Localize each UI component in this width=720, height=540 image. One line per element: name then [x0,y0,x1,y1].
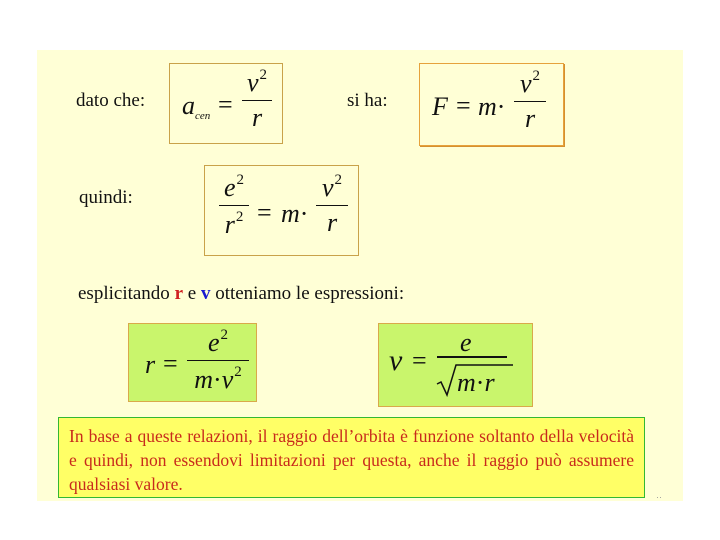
label-dato-che: dato che: [76,90,146,111]
formula-box-coulomb [204,165,359,256]
formula-acen-fraction: $v^2$ r [242,68,272,131]
label-esplicitando: esplicitando r e v otteniamo le espressioni: [78,283,405,304]
formula-box-radius [128,323,257,402]
formula-acen-eq: = [218,90,233,119]
formula-box-force [419,63,564,146]
formula-velocity-numerator: e [460,328,472,357]
label-quindi: quindi: [79,187,133,208]
formula-velocity-radicand: m·r [457,368,495,397]
formula-velocity-bar [437,356,507,358]
formula-box-acen [169,63,283,144]
formula-velocity-eq: = [412,346,427,375]
formula-force-lhs: F [432,92,448,121]
formula-box-velocity [378,323,533,407]
label-si-ha: si ha: [347,90,388,111]
formula-radius-fraction: $e^2$ $m\cdot v^2$ [187,328,249,393]
formula-radius-eq: = [163,349,178,378]
formula-force-mass: m· [478,92,506,121]
slide [37,50,683,501]
formula-coulomb-eq: = [257,198,272,227]
formula-velocity-lhs: ν [389,344,403,377]
formula-coulomb-left-fraction: $e^2$ $r^2$ [219,173,249,238]
formula-radius-lhs: r [145,350,156,379]
formula-acen-lhs: $a_{cen}$ [182,91,211,122]
conclusion-note: In base a queste relazioni, il raggio dell’orbita è funzione soltanto della velocità e quindi, non essendovi limitazioni per questa, anche il raggio può assumere qualsiasi valore. [58,417,645,498]
formula-coulomb-mass: m· [281,199,309,228]
formula-force-fraction: $v^2$ r [514,69,546,132]
page-mark: ·· [656,492,662,502]
formula-force-eq: = [456,91,471,120]
formula-coulomb-right-fraction: $v^2$ r [316,173,348,236]
